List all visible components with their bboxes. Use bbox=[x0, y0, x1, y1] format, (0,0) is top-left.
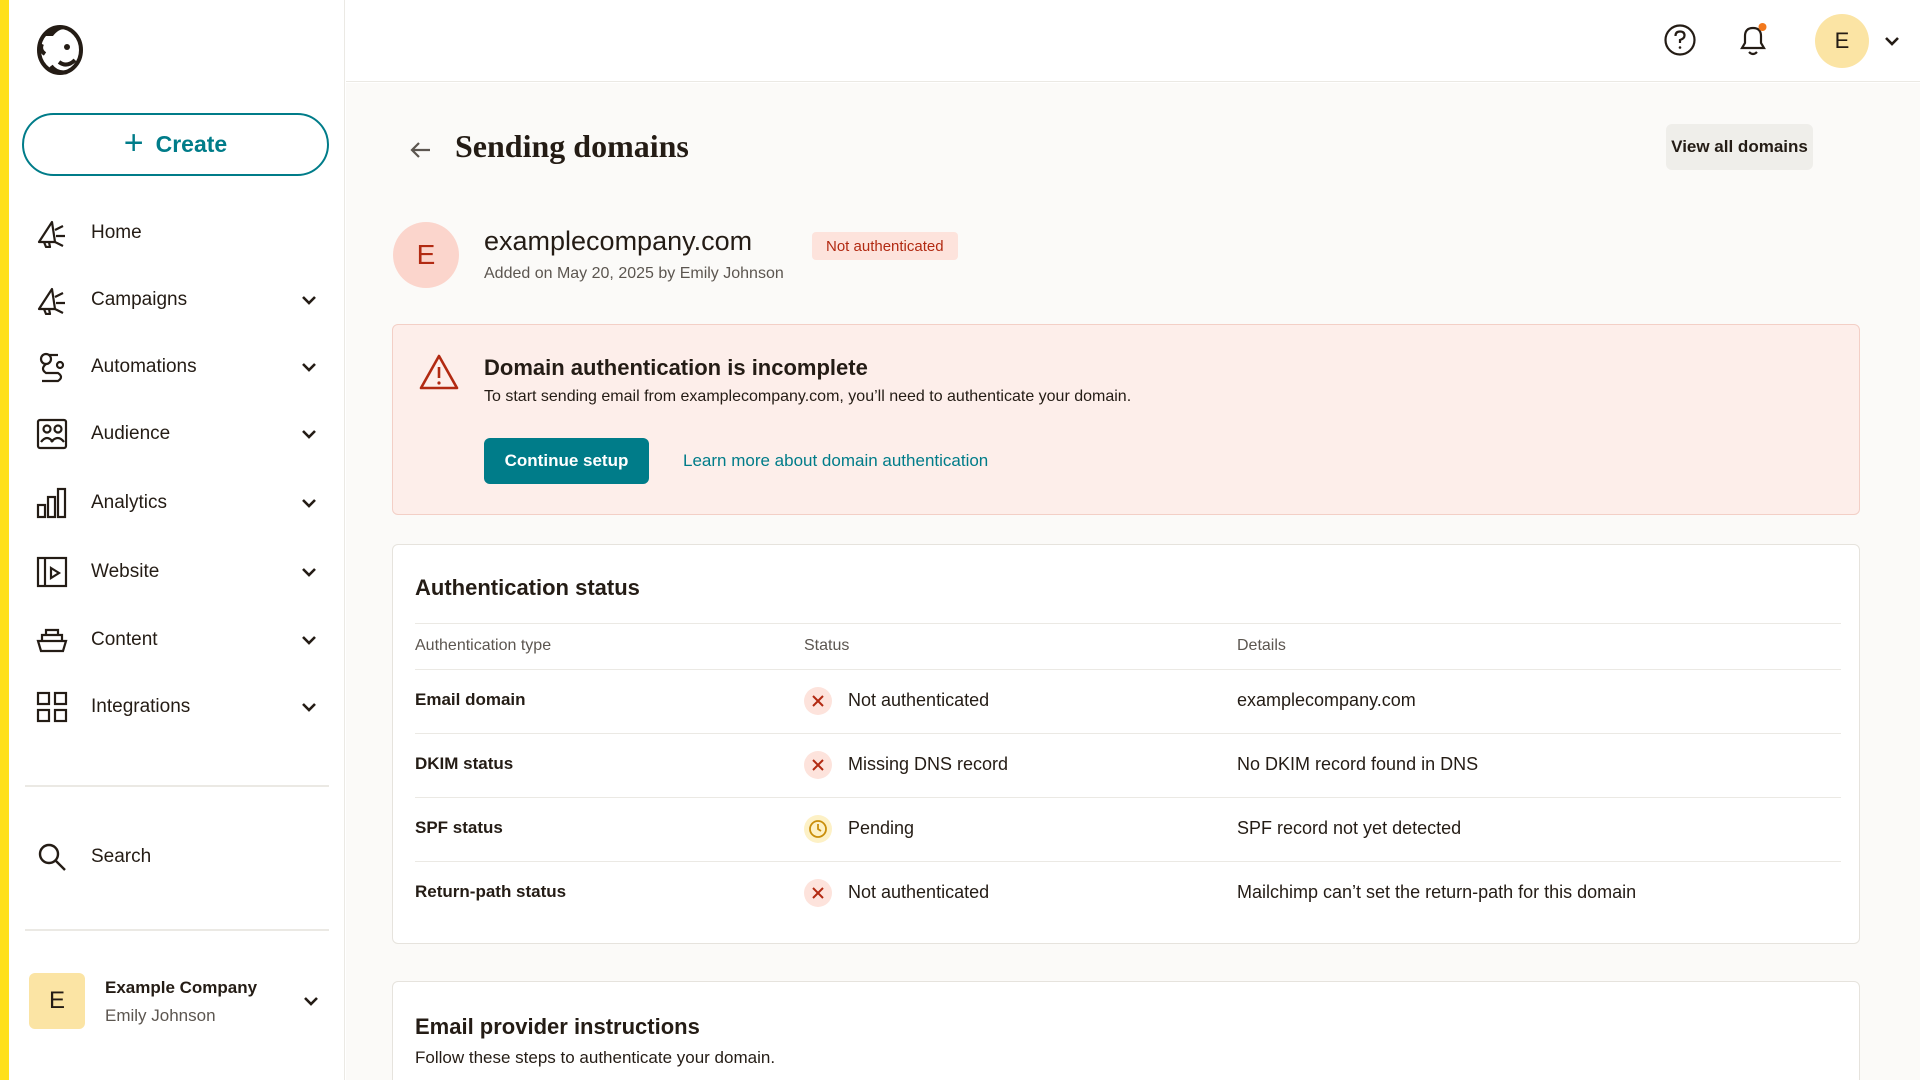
email-provider-instructions-card bbox=[392, 981, 1860, 1080]
plus-icon: + bbox=[123, 124, 144, 162]
error-x-icon bbox=[804, 879, 832, 907]
sidebar-item-automations[interactable] bbox=[9, 339, 345, 395]
sidebar-item-label: Analytics bbox=[91, 492, 168, 513]
error-x-icon bbox=[804, 751, 832, 779]
audience-icon bbox=[35, 417, 69, 451]
chevron-down-icon bbox=[300, 358, 318, 376]
column-header: Status bbox=[804, 637, 850, 654]
automation-icon bbox=[35, 350, 69, 384]
auth-status: Not authenticated bbox=[848, 690, 990, 710]
bell-icon[interactable] bbox=[1733, 20, 1773, 60]
sidebar-item-label: Integrations bbox=[91, 696, 191, 717]
auth-details: examplecompany.com bbox=[1237, 690, 1416, 710]
sidebar-item-label: Search bbox=[91, 846, 152, 867]
authentication-status-card bbox=[392, 544, 1860, 944]
alert-text: To start sending email from examplecompany.com, you’ll need to authenticate your domain. bbox=[484, 388, 1132, 405]
card-title: Email provider instructions bbox=[415, 1014, 700, 1039]
auth-type: SPF status bbox=[415, 818, 503, 837]
content-icon bbox=[35, 623, 69, 657]
accent-bar bbox=[0, 0, 9, 1080]
sidebar-item-label: Home bbox=[91, 222, 142, 243]
alert-title: Domain authentication is incomplete bbox=[484, 355, 868, 380]
domain-avatar: E bbox=[393, 222, 459, 288]
status-badge: Not authenticated bbox=[812, 232, 958, 260]
megaphone-icon bbox=[35, 216, 69, 250]
account-switcher[interactable] bbox=[29, 971, 345, 1031]
bar-chart-icon bbox=[35, 486, 69, 520]
sidebar-item-website[interactable] bbox=[9, 544, 345, 600]
sidebar-divider bbox=[25, 785, 329, 787]
sidebar-item-search[interactable] bbox=[9, 829, 345, 885]
domain-name: examplecompany.com bbox=[484, 226, 753, 256]
sidebar-item-home[interactable] bbox=[9, 205, 345, 261]
column-header: Authentication type bbox=[415, 637, 552, 654]
sidebar-item-integrations[interactable] bbox=[9, 679, 345, 735]
column-header: Details bbox=[1237, 637, 1286, 654]
table-row bbox=[415, 734, 1841, 798]
main-content bbox=[346, 83, 1920, 1080]
sidebar-item-content[interactable] bbox=[9, 612, 345, 668]
authentication-alert bbox=[392, 324, 1860, 515]
sidebar-item-label: Content bbox=[91, 629, 158, 650]
help-icon[interactable] bbox=[1660, 20, 1700, 60]
learn-more-link[interactable]: Learn more about domain authentication bbox=[683, 451, 989, 470]
search-icon bbox=[35, 840, 69, 874]
auth-details: No DKIM record found in DNS bbox=[1237, 754, 1479, 774]
chevron-down-icon bbox=[302, 992, 320, 1010]
continue-setup-button[interactable]: Continue setup bbox=[484, 438, 649, 484]
auth-status: Pending bbox=[848, 818, 915, 838]
auth-type: Return-path status bbox=[415, 882, 567, 901]
view-all-domains-button[interactable]: View all domains bbox=[1666, 124, 1813, 170]
table-row bbox=[415, 798, 1841, 862]
create-button-label: Create bbox=[155, 131, 228, 157]
auth-type: DKIM status bbox=[415, 754, 514, 773]
user-avatar[interactable]: E bbox=[1815, 14, 1869, 68]
account-avatar: E bbox=[29, 973, 85, 1029]
clock-icon bbox=[804, 815, 832, 843]
auth-details: SPF record not yet detected bbox=[1237, 818, 1462, 838]
top-bar bbox=[346, 0, 1920, 82]
domain-added-on: Added on May 20, 2025 by Emily Johnson bbox=[484, 265, 784, 282]
card-subtitle: Follow these steps to authenticate your domain. bbox=[415, 1048, 776, 1067]
auth-details: Mailchimp can’t set the return-path for this domain bbox=[1237, 882, 1637, 902]
sidebar-item-campaigns[interactable] bbox=[9, 272, 345, 328]
sidebar bbox=[9, 0, 345, 1080]
chevron-down-icon bbox=[300, 698, 318, 716]
create-button[interactable] bbox=[22, 113, 329, 176]
warning-icon bbox=[419, 353, 459, 391]
website-icon bbox=[35, 555, 69, 589]
auth-status: Missing DNS record bbox=[848, 754, 1009, 774]
chevron-down-icon bbox=[300, 631, 318, 649]
sidebar-item-label: Automations bbox=[91, 356, 197, 377]
account-company-name: Example Company bbox=[105, 978, 258, 997]
sidebar-item-analytics[interactable] bbox=[9, 475, 345, 531]
sidebar-item-label: Campaigns bbox=[91, 289, 188, 310]
megaphone-icon bbox=[35, 283, 69, 317]
chevron-down-icon bbox=[300, 425, 318, 443]
auth-type: Email domain bbox=[415, 690, 526, 709]
mailchimp-freddie-icon[interactable] bbox=[29, 20, 89, 80]
sidebar-item-label: Audience bbox=[91, 423, 171, 444]
grid-icon bbox=[35, 690, 69, 724]
sidebar-item-audience[interactable] bbox=[9, 406, 345, 462]
account-user-name: Emily Johnson bbox=[105, 1006, 216, 1025]
chevron-down-icon bbox=[300, 291, 318, 309]
back-arrow-icon[interactable] bbox=[406, 135, 436, 165]
auth-status: Not authenticated bbox=[848, 882, 990, 902]
card-title: Authentication status bbox=[415, 575, 640, 600]
table-row bbox=[415, 862, 1841, 926]
chevron-down-icon[interactable] bbox=[1883, 32, 1901, 50]
chevron-down-icon bbox=[300, 494, 318, 512]
error-x-icon bbox=[804, 687, 832, 715]
sidebar-item-label: Website bbox=[91, 561, 160, 582]
table-header bbox=[415, 623, 1841, 670]
page-title: Sending domains bbox=[455, 128, 689, 164]
table-row bbox=[415, 670, 1841, 734]
chevron-down-icon bbox=[300, 563, 318, 581]
sidebar-divider bbox=[25, 929, 329, 931]
